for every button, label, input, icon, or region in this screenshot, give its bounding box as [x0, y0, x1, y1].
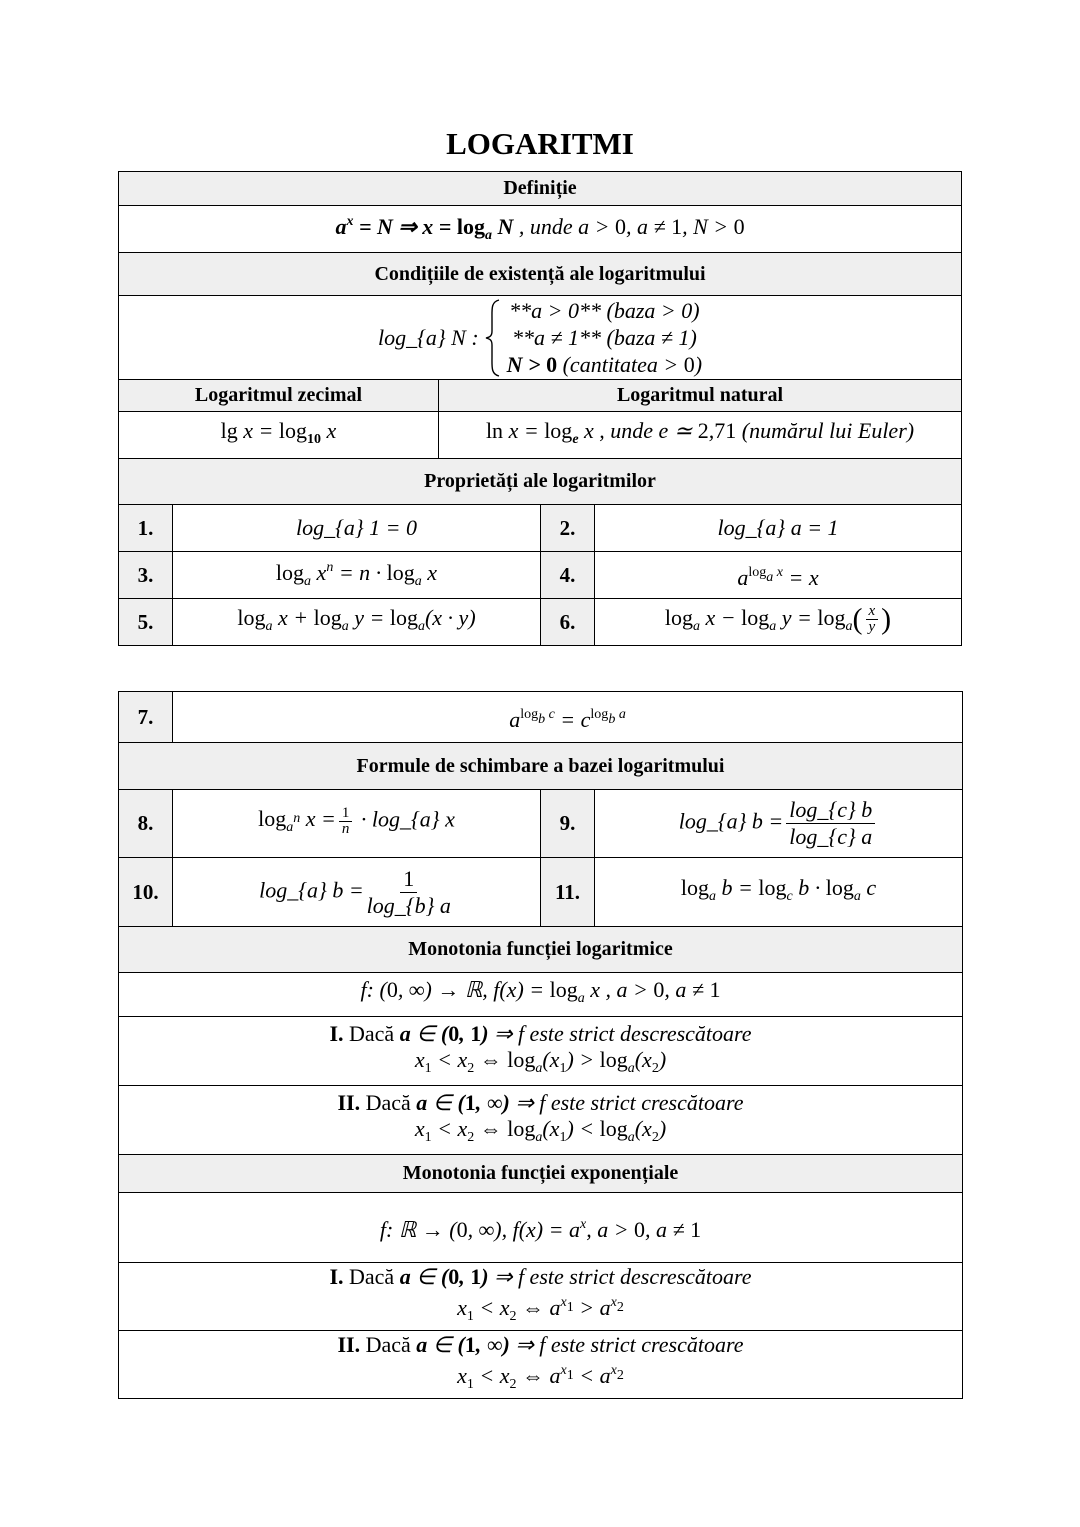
case-relation: $x_1 < x_2$ ⇔ $a^{x_1} > a^{x_2}$ [457, 1294, 624, 1324]
case-relation: $x_1 < x_2$ ⇔ $a^{x_1} < a^{x_2}$ [457, 1362, 624, 1392]
property-number: 3. [119, 552, 173, 599]
fraction-denominator: y [868, 619, 876, 636]
exp-monotony-case-1 [119, 1263, 963, 1331]
exp-function-definition: f: ℝ → (0, ∞), $f(x) = a^x$, a > 0, a ≠ 1 [119, 1193, 963, 1263]
property-formula: $a^{log_a x} = x$ [595, 552, 962, 599]
formula-number: 9. [541, 790, 595, 858]
log-monotony-case-1 [119, 1017, 963, 1086]
case-label: I. [329, 1263, 344, 1289]
fraction-denominator: log_{c} a [789, 824, 873, 849]
fraction-numerator: x [866, 604, 879, 620]
exp-monotony-case-2 [119, 1331, 963, 1399]
property-number: 6. [541, 599, 595, 646]
decimal-log-formula: $\lg x = \log_{10} x$ [119, 412, 439, 459]
logarithm-table-1 [118, 171, 962, 646]
natural-log-header: Logaritmul natural [439, 380, 962, 412]
log-function-definition: f: (0, ∞) → ℝ, $f(x) = \log_a x$ , a > 0, a ≠ 1 [119, 973, 963, 1017]
property-number: 5. [119, 599, 173, 646]
page-title: LOGARITMI [446, 126, 634, 161]
case-condition: a ∈ (1, ∞) ⇒ f este strict crescătoare [416, 1331, 744, 1357]
property-number: 2. [541, 505, 595, 552]
fraction-numerator: 1 [400, 866, 417, 893]
base-change-formula [173, 858, 541, 927]
case-label: II. [337, 1331, 361, 1357]
case-label: I. [329, 1020, 344, 1046]
decimal-log-header: Logaritmul zecimal [119, 380, 439, 412]
property-formula: $a^{log_b c} = c^{log_b a}$ [173, 692, 963, 743]
property-formula: $\log_a x - \log_a y = \log_a$( $\frac{x}{y}$ ) [595, 599, 962, 646]
conditions-lhs: log_{a} N : [377, 324, 479, 350]
log-monotony-case-2 [119, 1086, 963, 1155]
property-formula: $\log_a x^n = n \cdot \log_a x$ [173, 552, 541, 599]
logarithm-table-2 [118, 691, 963, 1399]
fraction-numerator: 1 [339, 806, 353, 822]
condition-quantity-positive: N > 0 (cantitatea > 0) [506, 352, 703, 377]
formula-rhs: · log_{a} x [360, 806, 455, 832]
case-if: Dacă [349, 1263, 395, 1289]
base-change-formula [173, 790, 541, 858]
fraction-denominator: n [341, 820, 350, 837]
case-relation: $x_1 < x_2$ ⇔ $\log_a(x_1) > \log_a(x_2)$ [414, 1046, 667, 1076]
formula-number: 11. [541, 858, 595, 927]
exp-monotony-header: Monotonia funcției exponențiale [119, 1155, 963, 1193]
case-label: II. [337, 1089, 361, 1115]
case-condition: a ∈ (0, 1) ⇒ f este strict descrescătoare [399, 1263, 752, 1289]
property-formula: log_{a} 1 = 0 [173, 505, 541, 552]
property-formula: log_{a} a = 1 [595, 505, 962, 552]
property-number: 7. [119, 692, 173, 743]
property-formula: $\log_a x + \log_a y = \log_a(x \cdot y)$ [173, 599, 541, 646]
base-change-header: Formule de schimbare a bazei logaritmului [119, 743, 963, 790]
formula-number: 10. [119, 858, 173, 927]
formula-lhs: $\log_{a^n} x$ = [258, 806, 336, 836]
definition-formula: $a^x = N$ ⇒ $x = \log_a N$ , unde a > 0, a ≠ 1, N > 0 [119, 206, 962, 253]
case-if: Dacă [365, 1089, 411, 1115]
case-relation: $x_1 < x_2$ ⇔ $\log_a(x_1) < \log_a(x_2)$ [414, 1115, 667, 1145]
condition-base-not-one: **a ≠ 1** (baza ≠ 1) [511, 325, 697, 350]
condition-base-positive: **a > 0** (baza > 0) [509, 298, 700, 323]
brace-icon [485, 299, 501, 377]
log-monotony-header: Monotonia funcției logaritmice [119, 927, 963, 973]
properties-header: Proprietăți ale logaritmilor [119, 459, 962, 505]
formula-number: 8. [119, 790, 173, 858]
fraction-numerator: log_{c} b [786, 797, 875, 824]
property-number: 1. [119, 505, 173, 552]
fraction-denominator: log_{b} a [366, 892, 451, 918]
property-number: 4. [541, 552, 595, 599]
property-formula-lhs: $\log_a x - \log_a y = \log_a$ [664, 604, 853, 634]
conditions-cell [119, 296, 962, 380]
definition-header: Definiție [119, 172, 962, 206]
formula-lhs: log_{a} b = [259, 877, 364, 903]
base-change-formula [595, 790, 963, 858]
case-condition: a ∈ (0, 1) ⇒ f este strict descrescătoare [399, 1020, 752, 1046]
case-if: Dacă [365, 1331, 411, 1357]
case-if: Dacă [349, 1020, 395, 1046]
natural-log-formula: $\ln x = \log_e x$ , unde e ≃ 2,71 (numărul lui Euler) [439, 412, 962, 459]
formula-lhs: log_{a} b = [678, 808, 784, 834]
base-change-formula: $\log_a b = \log_c b \cdot \log_a c$ [595, 858, 963, 927]
case-condition: a ∈ (1, ∞) ⇒ f este strict crescătoare [416, 1089, 744, 1115]
conditions-header: Condițiile de existență ale logaritmului [119, 253, 962, 296]
